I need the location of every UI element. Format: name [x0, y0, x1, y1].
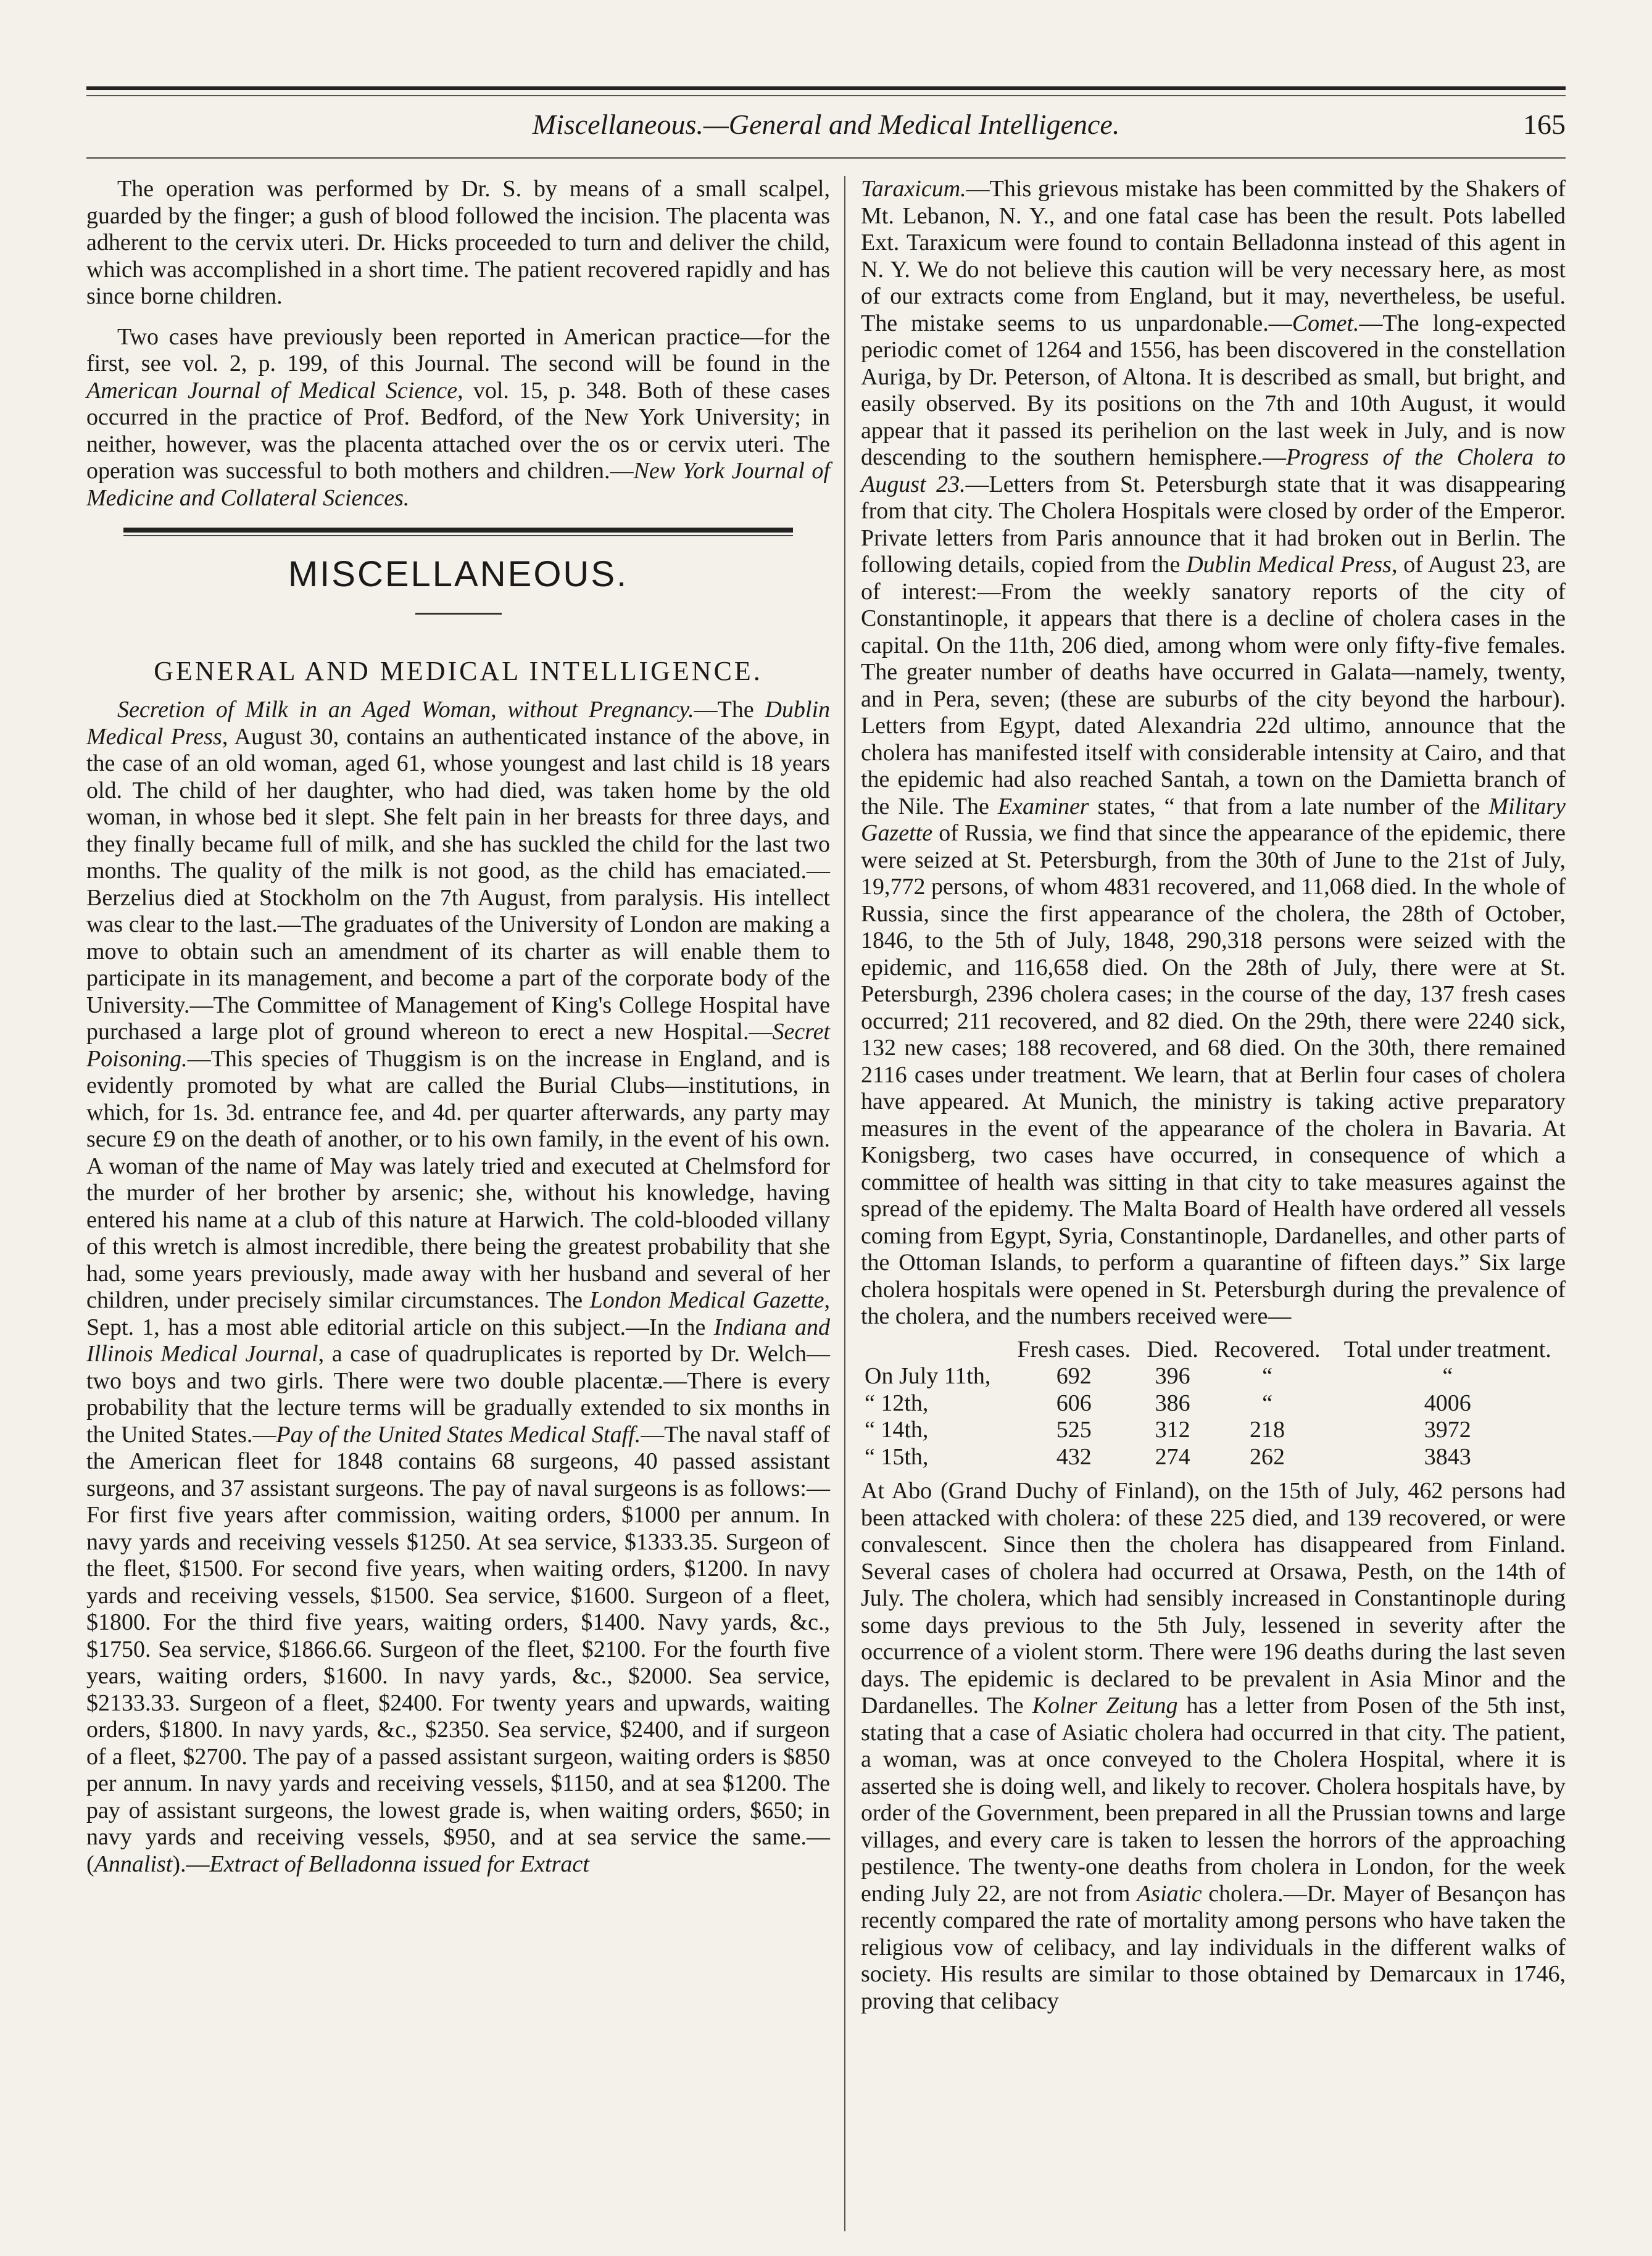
paragraph-intelligence: Secretion of Milk in an Aged Woman, without Pregnancy.—The Dublin Medical Press, August 30, contains an authenticated instance of the above, in the case of an old woman, aged 61, whose youngest and last child is 18 years old. The child of her daughter, who had died, was taken home by the old woman, in whose bed it slept. She felt pain in her breasts for three days, and they finally became full of milk, and she has suckled the child for the last two months. The quality of the milk is not good, as the child has emaciated.—Berzelius died at Stockholm on the 7th August, from paralysis. His intellect was clear to the last.—The graduates of the University of London are making a move to obtain such an amendment of its charter as will enable them to participate in its management, and become a part of the corporate body of the University.—The Committee of Management of King's College Hospital have purchased a large plot of ground whereon to erect a new Hospital.—Secret Poisoning.—This species of Thuggism is on the increase in England, and is evidently promoted by what are called the Burial Clubs—institutions, in which, for 1s. 3d. entrance fee, and 4d. per quarter afterwards, any party may secure £9 on the death of another, or to his own family, in the event of his own. A woman of the name of May was lately tried and executed at Chelmsford for the murder of her brother by arsenic; she, without his knowledge, having entered his name at a club of this nature at Harwich. The cold-blooded villany of this wretch is almost incredible, there being the greatest probability that she had, some years previously, made away with her husband and several of her children, under precisely similar circumstances. The London Medical Gazette, Sept. 1, has a most able editorial article on this subject.—In the Indiana and Illinois Medical Journal, a case of quadruplicates is reported by Dr. Welch—two boys and two girls. There were two double placentæ.—There is every probability that the lecture terms will be gradually extended to six months in the United States.—Pay of the United States Medical Staff.—The naval staff of the American fleet for 1848 contains 68 surgeons, 40 passed assistant surgeons, and 37 assistant surgeons. The pay of naval surgeons is as follows:—For first five years after commission, waiting orders, $1000 per annum. In navy yards and receiving vessels $1250. At sea service, $1333.35. Surgeon of the fleet, $1500. For second five years, when waiting orders, $1200. In navy yards and receiving vessels, $1500. Sea service, $1600. Surgeon of a fleet, $1800. For the third five years, waiting orders, $1400. Navy yards, &c., $1750. Sea service, $1866.66. Surgeon of the fleet, $2100. For the fourth five years, waiting orders, $1600. In navy yards, &c., $2000. Sea service, $2133.33. Surgeon of a fleet, $2400. For twenty years and upwards, waiting orders, $1800. In navy yards, &c., $2350. Sea service, $2400, and if surgeon of a fleet, $2700. The pay of a passed assistant surgeon, waiting orders is $850 per annum. In navy yards and receiving vessels, $1150, and at sea $1200. The pay of assistant surgeons, the lowest grade is, when waiting orders, $650; in navy yards and receiving vessels, $950, and at sea service the same.—(Annalist).—Extract of Belladonna issued for Extract: [86, 697, 831, 1877]
section-subtitle: GENERAL AND MEDICAL INTELLIGENCE.: [154, 655, 763, 686]
table-header: Recovered.: [1214, 1336, 1321, 1362]
table-cell: “: [1262, 1390, 1272, 1416]
left-column: [86, 176, 830, 2231]
table-row: [861, 1363, 1566, 1390]
table-header-row: [861, 1337, 1566, 1364]
table-cell: 386: [1155, 1390, 1190, 1416]
section-rule: [123, 528, 793, 533]
section-title: MISCELLANEOUS.: [288, 554, 629, 594]
table-cell: “ 12th,: [865, 1390, 929, 1416]
table-cell: 4006: [1424, 1390, 1471, 1416]
table-row: [861, 1444, 1566, 1471]
paragraph-cholera: Taraxicum.—This grievous mistake has been committed by the Shakers of Mt. Lebanon, N. Y., and one fatal case has been the result. Pots labelled Ext. Taraxicum were found to contain Belladonna instead of this agent in N. Y. We do not believe this caution will be very necessary here, as most of our extracts come from England, but it may, nevertheless, be useful. The mistake seems to us unpardonable.—Comet.—The long-expected periodic comet of 1264 and 1556, has been discovered in the constellation Auriga, by Dr. Peterson, of Altona. It is described as small, but bright, and easily observed. By its positions on the 7th and 10th August, it would appear that it passed its perihelion on the last week in July, and is now descending to the southern hemisphere.—Progress of the Cholera to August 23.—Letters from St. Petersburgh state that it was disappearing from that city. The Cholera Hospitals were closed by order of the Emperor. Private letters from Paris announce that it had broken out in Berlin. The following details, copied from the Dublin Medical Press, of August 23, are of interest:—From the weekly sanatory reports of the city of Constantinople, it appears that there is a decline of cholera cases in the capital. On the 11th, 206 died, among whom were only fifty-five females. The greater number of deaths have occurred in Galata—namely, twenty, and in Pera, seven; (these are suburbs of the city beyond the harbour). Letters from Egypt, dated Alexandria 22d ultimo, announce that the cholera has manifested itself with considerable intensity at Cairo, and that the epidemic had also reached Santah, a town on the Damietta branch of the Nile. The Examiner states, “ that from a late number of the Military Gazette of Russia, we find that since the appearance of the epidemic, there were seized at St. Petersburgh, from the 30th of June to the 21st of July, 19,772 persons, of whom 4831 recovered, and 11,068 died. In the whole of Russia, since the first appearance of the cholera, the 28th of October, 1846, to the 5th of July, 1848, 290,318 persons were seized with the epidemic, and 116,658 died. On the 28th of July, there were at St. Petersburgh, 2396 cholera cases; in the course of the day, 137 fresh cases occurred; 211 recovered, and 82 died. On the 29th, there were 2240 sick, 132 new cases; 188 recovered, and 68 died. On the 30th, there remained 2116 cases under treatment. We learn, that at Berlin four cases of cholera have appeared. At Munich, the ministry is taking active preparatory measures in the event of the appearance of the cholera in Bavaria. At Konigsberg, two cases have occurred, in consequence of which a committee of health was sitting in that city to take measures against the spread of the epidemy. The Malta Board of Health have ordered all vessels coming from Egypt, Syria, Constantinople, Dardanelles, and other parts of the Ottoman Islands, to perform a quarantine of fifteen days.” Six large cholera hospitals were opened in St. Petersburgh during the prevalence of the cholera, and the numbers received were—: [861, 176, 1566, 1329]
page-number: 165: [1523, 109, 1566, 140]
table-cell: “ 14th,: [865, 1417, 929, 1443]
paragraph-operation: The operation was performed by Dr. S. by means of a small scalpel, guarded by the finger; a gush of blood followed the incision. The placenta was adherent to the cervix uteri. Dr. Hicks proceeded to turn and deliver the child, which was accomplished in a short time. The patient recovered rapidly and has since borne children.: [86, 176, 830, 309]
table-header: Total under treatment.: [1343, 1336, 1551, 1362]
column-divider: [844, 176, 845, 2231]
table-cell: On July 11th,: [865, 1363, 991, 1389]
table-cell: “: [1262, 1363, 1272, 1389]
table-cell: 606: [1056, 1390, 1092, 1416]
top-rule-thin: [86, 95, 1566, 96]
table-cell: 262: [1250, 1443, 1285, 1470]
table-cell: 525: [1056, 1417, 1092, 1443]
paragraph-abo: At Abo (Grand Duchy of Finland), on the 15th of July, 462 persons had been attacked with cholera: of these 225 died, and 139 recovered, or were convalescent. Since then the cholera has disappeared from Finland. Several cases of cholera had occurred at Orsawa, Pesth, on the 14th of July. The cholera, which had sensibly increased in Constantinople during some days previous to the 5th July, lessened in severity after the occurrence of a violent storm. There were 196 deaths during the last seven days. The epidemic is declared to be prevalent in Asia Minor and the Dardanelles. The Kolner Zeitung has a letter from Posen of the 5th inst, stating that a case of Asiatic cholera had occurred in that city. The patient, a woman, was at once conveyed to the Cholera Hospital, where it is asserted she is doing well, and likely to recover. Cholera hospitals have, by order of the Government, been prepared in all the Prussian towns and large villages, and every care is taken to lessen the horrors of the approaching pestilence. The twenty-one deaths from cholera in London, for the week ending July 22, are not from Asiatic cholera.—Dr. Mayer of Besançon has recently compared the rate of mortality among persons who have taken the religious vow of celibacy, and lay individuals in the different walks of society. His results are similar to those obtained by Demarcaux in 1746, proving that celibacy: [861, 1478, 1566, 2014]
paragraph-previous-cases: Two cases have previously been reported in American practice—for the first, see vol. 2, p. 199, of this Journal. The second will be found in the American Journal of Medical Science, vol. 15, p. 348. Both of these cases occurred in the practice of Prof. Bedford, of the New York University; in neither, however, was the placenta attached over the os or cervix uteri. The operation was successful to both mothers and children.—New York Journal of Medicine and Collateral Sciences.: [86, 323, 830, 511]
table-cell: “ 15th,: [865, 1443, 929, 1470]
table-row: [861, 1390, 1566, 1417]
table-header: Died.: [1147, 1336, 1198, 1362]
right-column: [861, 176, 1566, 2231]
table-cell: 432: [1056, 1443, 1092, 1470]
top-rule: [86, 86, 1566, 90]
table-cell: 3972: [1424, 1417, 1471, 1443]
title-rule: [415, 613, 502, 615]
table-cell: 312: [1155, 1417, 1190, 1443]
table-row: [861, 1417, 1566, 1444]
cholera-table: [861, 1337, 1566, 1471]
table-cell: 396: [1155, 1363, 1190, 1389]
table-header: [861, 1337, 1008, 1364]
table-cell: 3843: [1424, 1443, 1471, 1470]
running-title: Miscellaneous.—General and Medical Intelligence.: [532, 109, 1120, 140]
table-header: Fresh cases.: [1017, 1336, 1131, 1362]
table-cell: 274: [1155, 1443, 1190, 1470]
header-rule: [86, 157, 1566, 159]
section-rule-thin: [123, 535, 793, 536]
running-head: [86, 108, 1566, 151]
table-cell: 218: [1250, 1417, 1285, 1443]
table-cell: 692: [1056, 1363, 1092, 1389]
table-cell: “: [1442, 1363, 1453, 1389]
